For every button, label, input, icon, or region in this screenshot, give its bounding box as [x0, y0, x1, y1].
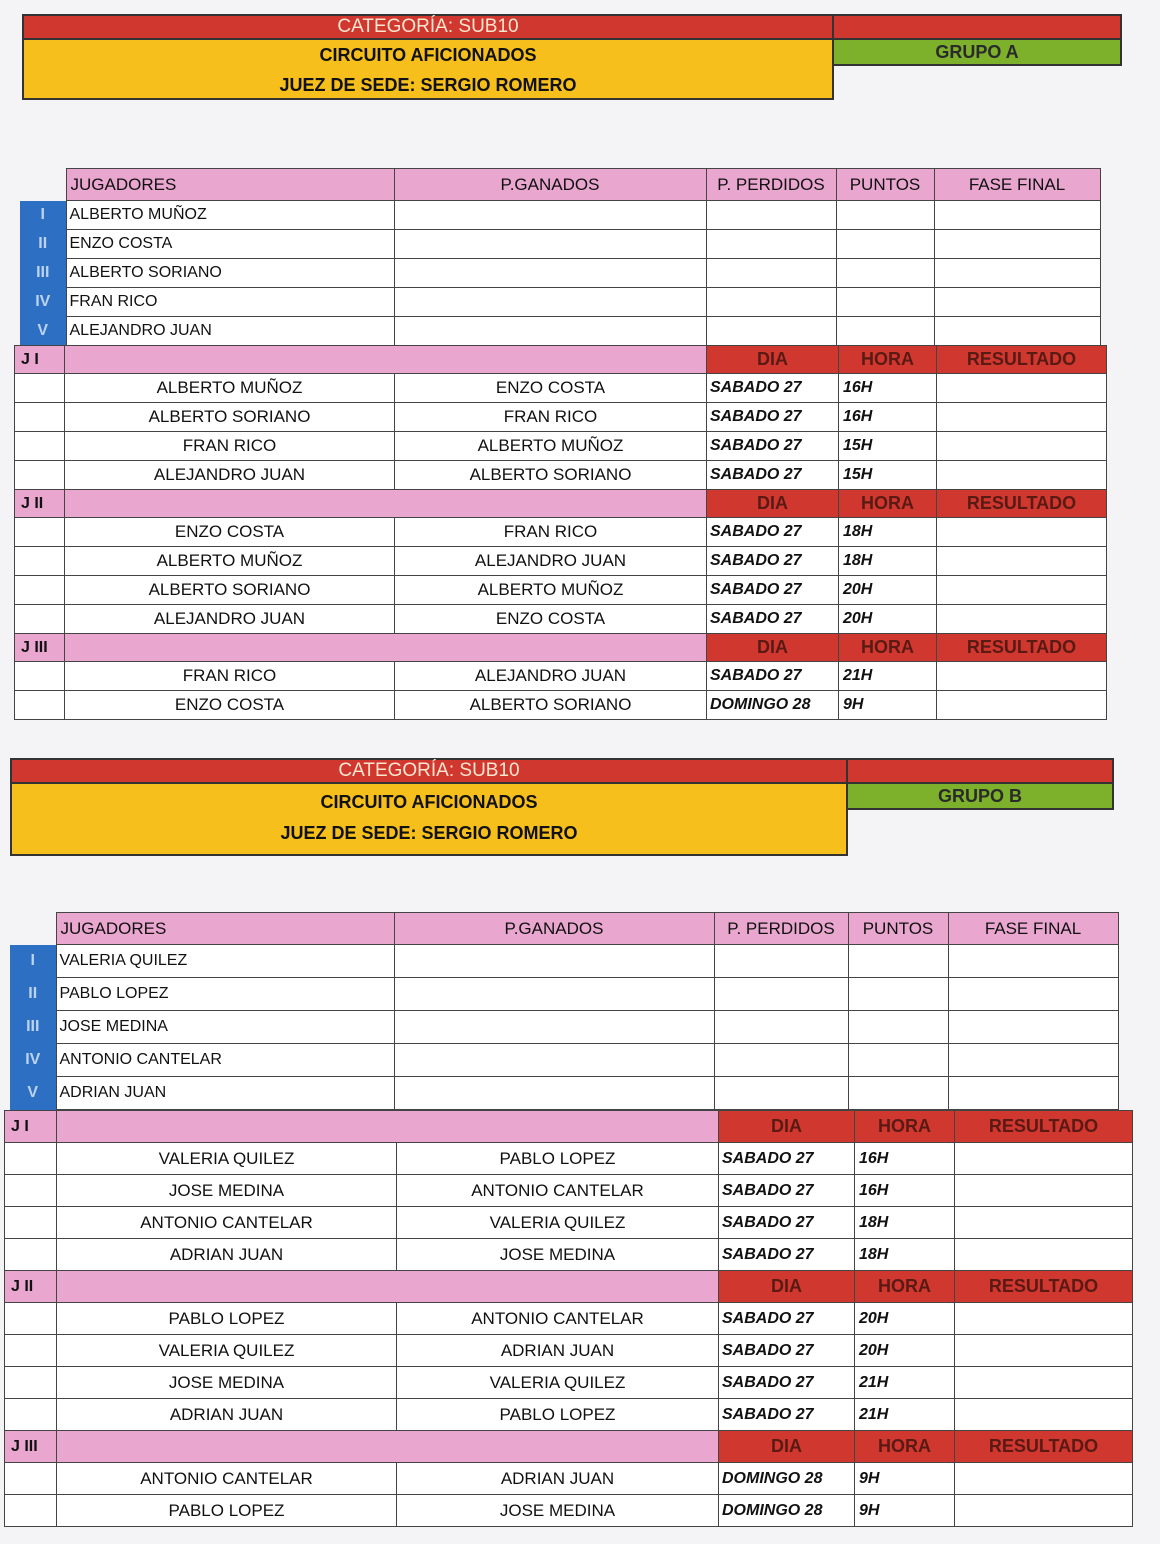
- player-name: VALERIA QUILEZ: [56, 945, 394, 978]
- player-number: III: [10, 1011, 56, 1044]
- match-day: SABADO 27: [719, 1143, 855, 1175]
- match-player-1: FRAN RICO: [65, 432, 395, 461]
- match-result[interactable]: [937, 547, 1107, 576]
- cell-ganados[interactable]: [394, 978, 714, 1011]
- cell-ganados[interactable]: [394, 259, 706, 288]
- col-hora: HORA: [855, 1431, 955, 1463]
- col-jugadores: JUGADORES: [66, 169, 394, 201]
- cell-puntos[interactable]: [836, 230, 934, 259]
- col-dia: DIA: [707, 346, 839, 374]
- cell-fase-final[interactable]: [948, 1077, 1118, 1110]
- match-player-2: ENZO COSTA: [395, 605, 707, 634]
- col-resultado: RESULTADO: [937, 634, 1107, 662]
- match-hour: 20H: [839, 576, 937, 605]
- match-hour: 18H: [855, 1207, 955, 1239]
- match-result[interactable]: [955, 1367, 1133, 1399]
- cell-fase-final[interactable]: [934, 201, 1100, 230]
- match-day: DOMINGO 28: [719, 1463, 855, 1495]
- matches-table: [14, 345, 1107, 720]
- col-perdidos: P. PERDIDOS: [706, 169, 836, 201]
- match-day: SABADO 27: [719, 1399, 855, 1431]
- cell-puntos[interactable]: [848, 1077, 948, 1110]
- match-hour: 20H: [855, 1303, 955, 1335]
- match-player-2: VALERIA QUILEZ: [397, 1207, 719, 1239]
- player-number: III: [20, 259, 66, 288]
- cell-puntos[interactable]: [836, 317, 934, 346]
- circuit-title: CIRCUITO AFICIONADOS: [319, 45, 537, 65]
- col-resultado: RESULTADO: [955, 1271, 1133, 1303]
- group-header: [10, 758, 1114, 858]
- match-day: SABADO 27: [707, 576, 839, 605]
- col-resultado: RESULTADO: [937, 346, 1107, 374]
- match-hour: 21H: [855, 1367, 955, 1399]
- match-player-1: ALBERTO SORIANO: [65, 576, 395, 605]
- match-hour: 18H: [839, 547, 937, 576]
- match-player-1: ADRIAN JUAN: [57, 1399, 397, 1431]
- cell-perdidos[interactable]: [706, 259, 836, 288]
- match-hour: 21H: [855, 1399, 955, 1431]
- cell-puntos[interactable]: [848, 978, 948, 1011]
- cell-puntos[interactable]: [836, 259, 934, 288]
- player-name: ENZO COSTA: [66, 230, 394, 259]
- player-number: IV: [20, 288, 66, 317]
- player-name: JOSE MEDINA: [56, 1011, 394, 1044]
- match-player-1: ENZO COSTA: [65, 691, 395, 720]
- match-player-1: JOSE MEDINA: [57, 1367, 397, 1399]
- col-dia: DIA: [707, 634, 839, 662]
- match-result[interactable]: [955, 1207, 1133, 1239]
- player-number: II: [10, 978, 56, 1011]
- cell-fase-final[interactable]: [934, 317, 1100, 346]
- match-day: SABADO 27: [719, 1175, 855, 1207]
- match-hour: 18H: [839, 518, 937, 547]
- cell-ganados[interactable]: [394, 288, 706, 317]
- match-player-2: ANTONIO CANTELAR: [397, 1303, 719, 1335]
- match-day: DOMINGO 28: [707, 691, 839, 720]
- col-hora: HORA: [855, 1111, 955, 1143]
- match-player-2: ALEJANDRO JUAN: [395, 662, 707, 691]
- match-result[interactable]: [955, 1239, 1133, 1271]
- match-hour: 16H: [839, 403, 937, 432]
- col-fase-final: FASE FINAL: [934, 169, 1100, 201]
- cell-ganados[interactable]: [394, 230, 706, 259]
- match-result[interactable]: [937, 662, 1107, 691]
- player-name: FRAN RICO: [66, 288, 394, 317]
- player-name: ADRIAN JUAN: [56, 1077, 394, 1110]
- match-player-1: ALBERTO MUÑOZ: [65, 547, 395, 576]
- category-title: CATEGORÍA: SUB10: [10, 758, 848, 784]
- match-day: SABADO 27: [707, 374, 839, 403]
- match-day: SABADO 27: [707, 547, 839, 576]
- col-puntos: PUNTOS: [848, 913, 948, 945]
- match-hour: 16H: [855, 1143, 955, 1175]
- match-day: SABADO 27: [719, 1303, 855, 1335]
- match-day: SABADO 27: [707, 461, 839, 490]
- match-result[interactable]: [937, 605, 1107, 634]
- col-hora: HORA: [839, 490, 937, 518]
- match-result[interactable]: [955, 1335, 1133, 1367]
- player-name: ALBERTO MUÑOZ: [66, 201, 394, 230]
- round-label: J III: [5, 1431, 57, 1463]
- col-jugadores: JUGADORES: [56, 913, 394, 945]
- round-label: J I: [5, 1111, 57, 1143]
- match-day: SABADO 27: [707, 518, 839, 547]
- match-day: DOMINGO 28: [719, 1495, 855, 1527]
- round-label: J III: [15, 634, 65, 662]
- cell-fase-final[interactable]: [934, 288, 1100, 317]
- match-hour: 16H: [839, 374, 937, 403]
- match-result[interactable]: [955, 1399, 1133, 1431]
- match-hour: 16H: [855, 1175, 955, 1207]
- match-day: SABADO 27: [719, 1207, 855, 1239]
- match-player-1: ALBERTO SORIANO: [65, 403, 395, 432]
- match-day: SABADO 27: [707, 403, 839, 432]
- match-hour: 9H: [855, 1495, 955, 1527]
- player-number: V: [20, 317, 66, 346]
- match-hour: 21H: [839, 662, 937, 691]
- match-player-2: ALBERTO MUÑOZ: [395, 432, 707, 461]
- match-hour: 9H: [855, 1463, 955, 1495]
- match-player-1: ENZO COSTA: [65, 518, 395, 547]
- cell-ganados[interactable]: [394, 317, 706, 346]
- match-day: SABADO 27: [707, 605, 839, 634]
- players-table: [20, 168, 1101, 346]
- col-puntos: PUNTOS: [836, 169, 934, 201]
- round-label: J I: [15, 346, 65, 374]
- col-ganados: P.GANADOS: [394, 169, 706, 201]
- round-label: J II: [5, 1271, 57, 1303]
- player-number: II: [20, 230, 66, 259]
- col-hora: HORA: [839, 634, 937, 662]
- match-player-1: VALERIA QUILEZ: [57, 1335, 397, 1367]
- match-result[interactable]: [955, 1143, 1133, 1175]
- match-hour: 20H: [839, 605, 937, 634]
- col-dia: DIA: [719, 1431, 855, 1463]
- match-hour: 18H: [855, 1239, 955, 1271]
- group-label: GRUPO A: [832, 38, 1122, 66]
- cell-fase-final[interactable]: [948, 1044, 1118, 1077]
- match-day: SABADO 27: [707, 662, 839, 691]
- cell-perdidos[interactable]: [714, 1077, 848, 1110]
- cell-fase-final[interactable]: [948, 945, 1118, 978]
- cell-ganados[interactable]: [394, 945, 714, 978]
- category-bar-right: [846, 758, 1114, 784]
- judge-name: JUEZ DE SEDE: SERGIO ROMERO: [279, 75, 577, 95]
- cell-puntos[interactable]: [848, 1011, 948, 1044]
- match-result[interactable]: [937, 691, 1107, 720]
- col-dia: DIA: [719, 1271, 855, 1303]
- match-player-1: PABLO LOPEZ: [57, 1495, 397, 1527]
- cell-puntos[interactable]: [848, 945, 948, 978]
- cell-perdidos[interactable]: [706, 288, 836, 317]
- cell-ganados[interactable]: [394, 1011, 714, 1044]
- match-hour: 15H: [839, 432, 937, 461]
- match-result[interactable]: [937, 432, 1107, 461]
- player-number: I: [10, 945, 56, 978]
- col-ganados: P.GANADOS: [394, 913, 714, 945]
- match-player-2: VALERIA QUILEZ: [397, 1367, 719, 1399]
- category-title: CATEGORÍA: SUB10: [22, 14, 834, 40]
- match-player-2: ALBERTO SORIANO: [395, 691, 707, 720]
- cell-ganados[interactable]: [394, 1077, 714, 1110]
- match-result[interactable]: [937, 461, 1107, 490]
- match-player-2: JOSE MEDINA: [397, 1495, 719, 1527]
- cell-puntos[interactable]: [848, 1044, 948, 1077]
- player-number: V: [10, 1077, 56, 1110]
- match-player-1: PABLO LOPEZ: [57, 1303, 397, 1335]
- player-number: I: [20, 201, 66, 230]
- col-fase-final: FASE FINAL: [948, 913, 1118, 945]
- match-player-2: PABLO LOPEZ: [397, 1143, 719, 1175]
- match-day: SABADO 27: [719, 1335, 855, 1367]
- match-player-1: ANTONIO CANTELAR: [57, 1463, 397, 1495]
- match-player-2: ANTONIO CANTELAR: [397, 1175, 719, 1207]
- cell-fase-final[interactable]: [934, 230, 1100, 259]
- player-number: IV: [10, 1044, 56, 1077]
- match-player-1: ANTONIO CANTELAR: [57, 1207, 397, 1239]
- match-player-1: ALEJANDRO JUAN: [65, 461, 395, 490]
- circuit-box: [10, 782, 848, 856]
- col-perdidos: P. PERDIDOS: [714, 913, 848, 945]
- match-day: SABADO 27: [707, 432, 839, 461]
- match-player-1: ADRIAN JUAN: [57, 1239, 397, 1271]
- match-player-2: JOSE MEDINA: [397, 1239, 719, 1271]
- match-player-2: FRAN RICO: [395, 403, 707, 432]
- match-player-1: ALEJANDRO JUAN: [65, 605, 395, 634]
- player-name: ALBERTO SORIANO: [66, 259, 394, 288]
- cell-puntos[interactable]: [836, 288, 934, 317]
- cell-perdidos[interactable]: [706, 230, 836, 259]
- match-player-2: ADRIAN JUAN: [397, 1463, 719, 1495]
- col-resultado: RESULTADO: [955, 1431, 1133, 1463]
- matches-table: [4, 1110, 1133, 1527]
- col-dia: DIA: [707, 490, 839, 518]
- round-label: J II: [15, 490, 65, 518]
- cell-perdidos[interactable]: [714, 1011, 848, 1044]
- match-player-2: ENZO COSTA: [395, 374, 707, 403]
- match-hour: 20H: [855, 1335, 955, 1367]
- cell-perdidos[interactable]: [706, 201, 836, 230]
- col-resultado: RESULTADO: [937, 490, 1107, 518]
- player-name: PABLO LOPEZ: [56, 978, 394, 1011]
- cell-perdidos[interactable]: [706, 317, 836, 346]
- match-day: SABADO 27: [719, 1367, 855, 1399]
- cell-fase-final[interactable]: [934, 259, 1100, 288]
- cell-fase-final[interactable]: [948, 978, 1118, 1011]
- match-result[interactable]: [955, 1175, 1133, 1207]
- col-dia: DIA: [719, 1111, 855, 1143]
- col-resultado: RESULTADO: [955, 1111, 1133, 1143]
- match-day: SABADO 27: [719, 1239, 855, 1271]
- group-header: [22, 14, 1122, 114]
- group-label: GRUPO B: [846, 782, 1114, 810]
- match-result[interactable]: [937, 403, 1107, 432]
- cell-puntos[interactable]: [836, 201, 934, 230]
- cell-perdidos[interactable]: [714, 945, 848, 978]
- match-result[interactable]: [937, 374, 1107, 403]
- match-result[interactable]: [955, 1495, 1133, 1527]
- match-player-2: ALBERTO SORIANO: [395, 461, 707, 490]
- cell-fase-final[interactable]: [948, 1011, 1118, 1044]
- match-hour: 9H: [839, 691, 937, 720]
- match-result[interactable]: [937, 576, 1107, 605]
- match-player-1: ALBERTO MUÑOZ: [65, 374, 395, 403]
- match-player-2: ALEJANDRO JUAN: [395, 547, 707, 576]
- match-player-2: FRAN RICO: [395, 518, 707, 547]
- match-player-1: VALERIA QUILEZ: [57, 1143, 397, 1175]
- player-name: ALEJANDRO JUAN: [66, 317, 394, 346]
- match-player-2: ALBERTO MUÑOZ: [395, 576, 707, 605]
- match-player-1: JOSE MEDINA: [57, 1175, 397, 1207]
- cell-ganados[interactable]: [394, 1044, 714, 1077]
- match-result[interactable]: [955, 1463, 1133, 1495]
- match-result[interactable]: [955, 1303, 1133, 1335]
- players-table: [10, 912, 1119, 1110]
- match-result[interactable]: [937, 518, 1107, 547]
- match-player-1: FRAN RICO: [65, 662, 395, 691]
- match-player-2: PABLO LOPEZ: [397, 1399, 719, 1431]
- cell-ganados[interactable]: [394, 201, 706, 230]
- player-name: ANTONIO CANTELAR: [56, 1044, 394, 1077]
- match-player-2: ADRIAN JUAN: [397, 1335, 719, 1367]
- col-hora: HORA: [839, 346, 937, 374]
- category-bar-right: [832, 14, 1122, 40]
- judge-name: JUEZ DE SEDE: SERGIO ROMERO: [280, 823, 578, 843]
- circuit-title: CIRCUITO AFICIONADOS: [320, 792, 538, 812]
- cell-perdidos[interactable]: [714, 1044, 848, 1077]
- match-hour: 15H: [839, 461, 937, 490]
- col-hora: HORA: [855, 1271, 955, 1303]
- cell-perdidos[interactable]: [714, 978, 848, 1011]
- circuit-box: [22, 38, 834, 100]
